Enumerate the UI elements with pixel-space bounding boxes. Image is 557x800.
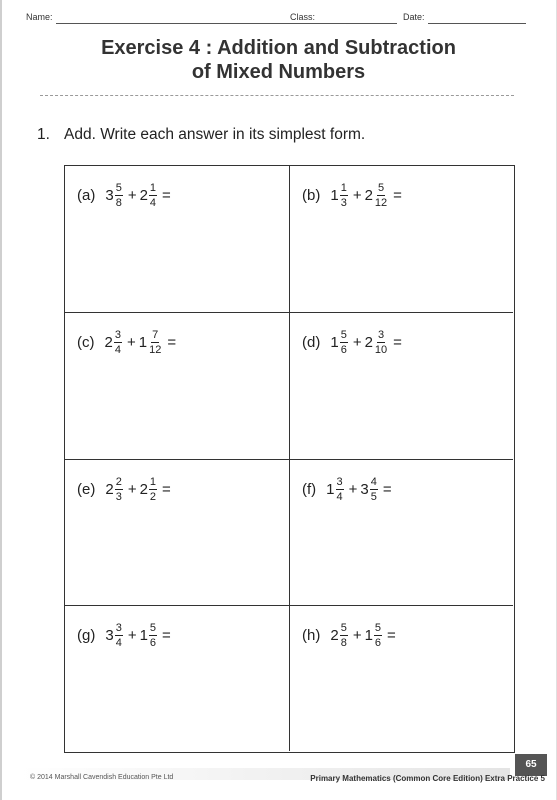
problem-label: (f) [302,481,317,498]
fraction [149,476,157,503]
problem-expression [77,329,179,356]
plus-sign: + [352,627,362,644]
denominator: 2 [149,491,157,503]
answer-grid [64,165,515,753]
denominator: 12 [149,344,162,356]
problem-expression [302,476,395,503]
problem-expression [77,182,174,209]
problem-expression [302,622,399,649]
problem-cell[interactable] [290,606,513,751]
student-info-header [26,10,526,26]
exercise-title [0,36,557,84]
numerator: 5 [149,622,157,634]
numerator: 1 [149,476,157,488]
fraction [370,476,378,503]
problem-cell[interactable] [65,166,289,312]
numerator: 5 [340,622,347,634]
fraction [114,329,122,356]
problem-label: (c) [77,334,95,351]
copyright-text: © 2014 Marshall Cavendish Education Pte Ltd [30,774,174,781]
fraction [340,329,348,356]
whole-number: 2 [330,627,339,644]
denominator: 6 [149,637,157,649]
numerator: 4 [370,476,377,488]
problem-cell[interactable] [65,313,289,459]
title-divider [40,95,514,96]
whole-number: 2 [105,481,114,498]
problem-label: (e) [77,481,96,498]
date-field[interactable] [428,23,526,24]
problem-label: (b) [302,187,321,204]
whole-number: 2 [139,187,148,204]
problem-label: (h) [302,627,321,644]
denominator: 3 [340,197,347,209]
numerator: 5 [374,622,382,634]
whole-number: 1 [364,627,373,644]
plus-sign: + [348,481,358,498]
numerator: 5 [377,182,385,194]
whole-number: 3 [360,481,369,498]
whole-number: 3 [105,187,114,204]
problem-label: (d) [302,334,321,351]
denominator: 4 [115,637,122,649]
class-label: Class: [290,12,316,22]
title-line-2: of Mixed Numbers [191,61,366,83]
equals-sign: = [382,481,392,498]
problem-label: (a) [77,187,96,204]
fraction [115,622,123,649]
whole-number: 1 [138,334,148,351]
fraction [374,622,382,649]
denominator: 8 [340,637,347,649]
question-1 [37,126,365,144]
equals-sign: = [162,187,171,204]
book-title: Primary Mathematics (Common Core Edition) Extra Practice 5 [310,774,545,783]
equals-sign: = [393,187,402,204]
plus-sign: + [127,627,137,644]
whole-number: 1 [330,334,339,351]
name-label: Name: [26,12,53,22]
plus-sign: + [126,334,136,351]
title-line-1: Exercise 4 : Addition and Subtraction [101,37,456,59]
plus-sign: + [127,187,137,204]
fraction [148,329,162,356]
denominator: 5 [370,491,377,503]
whole-number: 1 [330,187,339,204]
denominator: 8 [115,197,122,209]
whole-number: 2 [104,334,113,351]
fraction [374,182,388,209]
numerator: 7 [152,329,159,341]
denominator: 10 [374,344,388,356]
date-label: Date: [403,12,425,22]
equals-sign: = [393,334,402,351]
denominator: 3 [115,491,122,503]
numerator: 1 [149,182,157,194]
problem-expression [302,182,405,209]
numerator: 3 [115,622,122,634]
numerator: 3 [336,476,343,488]
whole-number: 1 [326,481,335,498]
numerator: 2 [115,476,122,488]
denominator: 6 [374,637,382,649]
equals-sign: = [167,334,177,351]
problem-cell[interactable] [65,460,289,606]
whole-number: 1 [139,627,148,644]
problem-expression [77,622,174,649]
numerator: 5 [340,329,347,341]
denominator: 4 [336,491,343,503]
equals-sign: = [162,627,171,644]
fraction [336,476,344,503]
equals-sign: = [387,627,396,644]
numerator: 3 [377,329,385,341]
fraction [115,182,123,209]
name-field[interactable] [56,23,324,24]
denominator: 4 [149,197,157,209]
denominator: 12 [374,197,388,209]
class-field[interactable] [322,23,397,24]
numerator: 1 [340,182,347,194]
fraction [149,182,157,209]
fraction [149,622,157,649]
fraction [374,329,388,356]
plus-sign: + [352,187,362,204]
whole-number: 3 [105,627,114,644]
problem-expression [302,329,405,356]
equals-sign: = [162,481,171,498]
plus-sign: + [127,481,137,498]
question-text: Add. Write each answer in its simplest form. [64,126,366,143]
denominator: 6 [340,344,347,356]
problem-cell[interactable] [290,460,513,606]
numerator: 3 [114,329,121,341]
fraction [115,476,123,503]
whole-number: 2 [139,481,148,498]
problem-label: (g) [77,627,96,644]
numerator: 5 [115,182,122,194]
whole-number: 2 [364,334,373,351]
fraction [340,182,348,209]
denominator: 4 [114,344,121,356]
problem-cell[interactable] [290,313,513,459]
problem-cell[interactable] [290,166,513,312]
problem-expression [77,476,174,503]
question-number: 1. [37,126,50,143]
problem-cell[interactable] [65,606,289,751]
whole-number: 2 [364,187,373,204]
fraction [340,622,348,649]
page-number: 65 [515,754,547,776]
plus-sign: + [352,334,362,351]
